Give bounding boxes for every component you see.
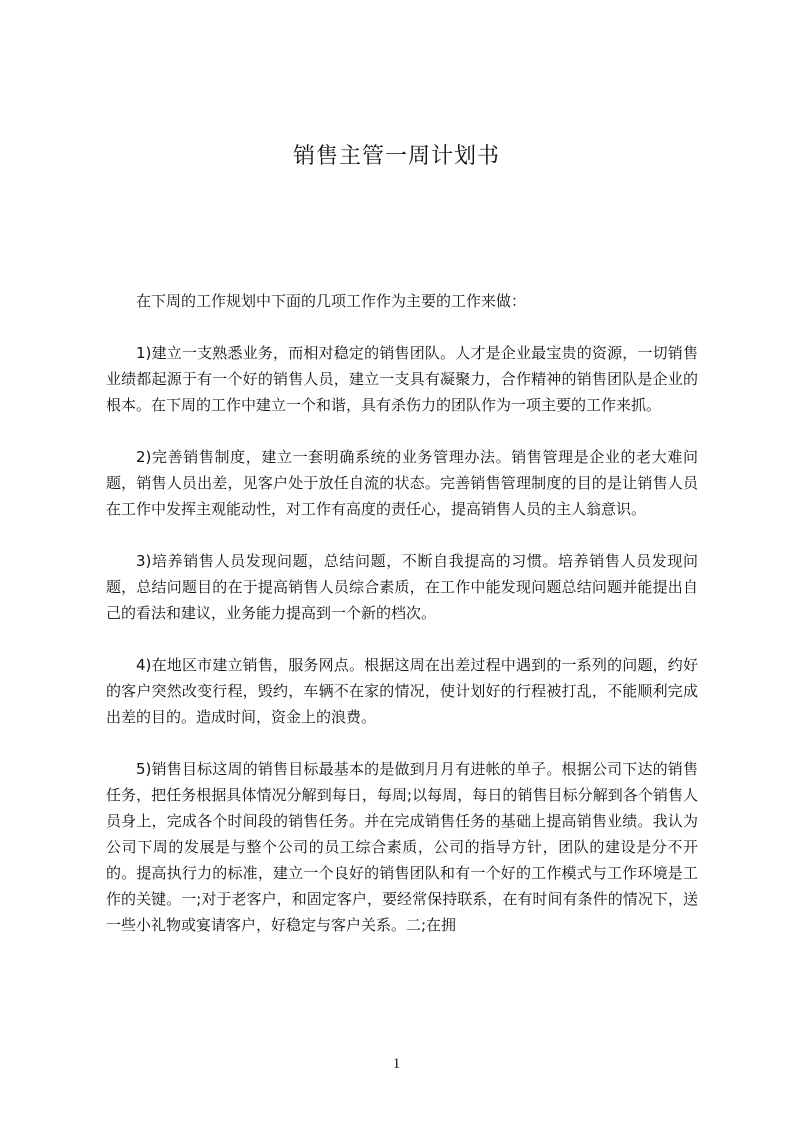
page-title: 销售主管一周计划书: [292, 144, 500, 169]
paragraph-2-sales-system: 2)完善销售制度，建立一套明确系统的业务管理办法。销售管理是企业的老大难问题，销售人员出差，见客户处于放任自流的状态。完善销售管理制度的目的是让销售人员在工作中发挥主观能动性，对工作有高度的责任心，提高销售人员的主人翁意识。: [106, 448, 698, 518]
page-number: 1: [392, 1056, 401, 1072]
paragraph-4-service-network: 4)在地区市建立销售，服务网点。根据这周在出差过程中遇到的一系列的问题，约好的客户突然改变行程，毁约，车辆不在家的情况，使计划好的行程被打乱，不能顺利完成出差的目的。造成时间，资金上的浪费。: [106, 656, 698, 726]
document-body: [106, 288, 698, 964]
intro-paragraph: 在下周的工作规划中下面的几项工作作为主要的工作来做：: [136, 292, 527, 310]
paragraph-5-sales-target: 5)销售目标这周的销售目标最基本的是做到月月有进帐的单子。根据公司下达的销售任务，把任务根据具体情况分解到每日，每周;以每周，每日的销售目标分解到各个销售人员身上，完成各个时间段的销售任务。并在完成销售任务的基础上提高销售业绩。我认为公司下周的发展是与整个公司的员工综合素质，公司的指导方针，团队的建设是分不开的。提高执行力的标准，建立一个良好的销售团队和有一个好的工作模式与工作环境是工作的关键。一;对于老客户，和固定客户，要经常保持联系，在有时间有条件的情况下，送一些小礼物或宴请客户，好稳定与客户关系。二;在拥: [106, 760, 698, 934]
paragraph-1-sales-team: 1)建立一支熟悉业务，而相对稳定的销售团队。人才是企业最宝贵的资源，一切销售业绩都起源于有一个好的销售人员，建立一支具有凝聚力，合作精神的销售团队是企业的根本。在下周的工作中建立一个和谐，具有杀伤力的团队作为一项主要的工作来抓。: [106, 344, 698, 414]
paragraph-3-training: 3)培养销售人员发现问题，总结问题，不断自我提高的习惯。培养销售人员发现问题，总结问题目的在于提高销售人员综合素质，在工作中能发现问题总结问题并能提出自己的看法和建议，业务能力提高到一个新的档次。: [106, 552, 698, 622]
